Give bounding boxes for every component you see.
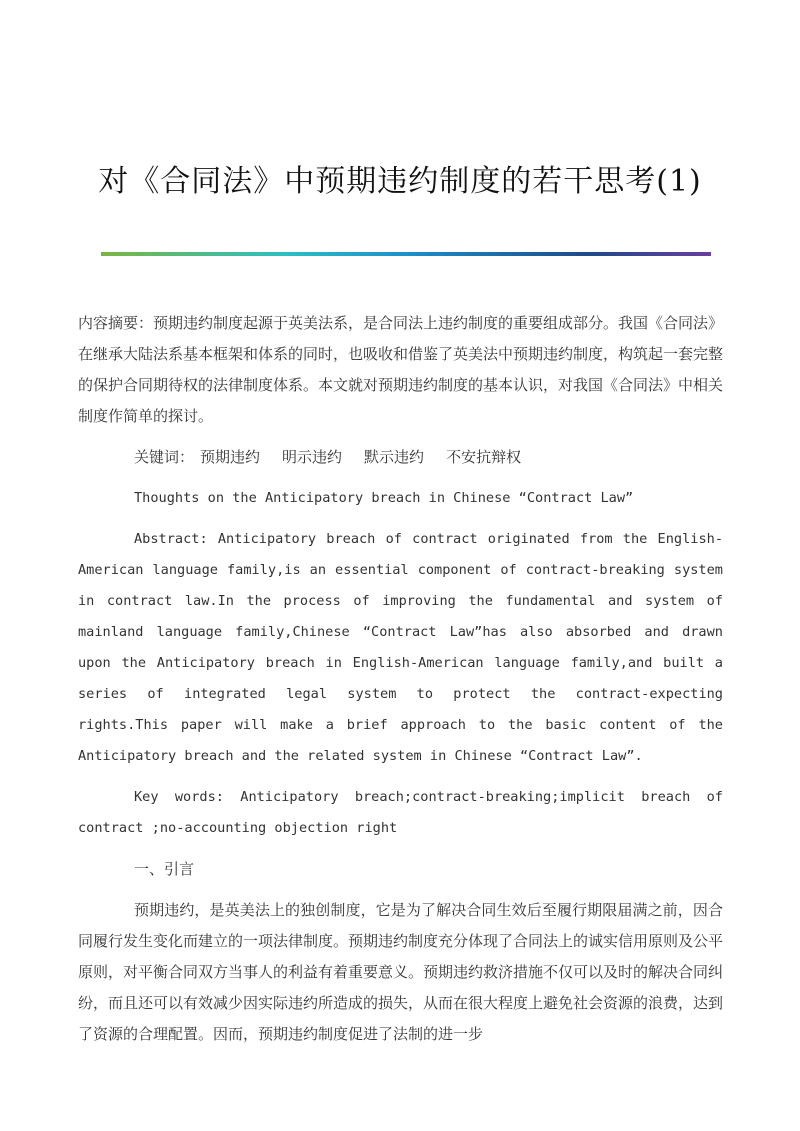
- keywords-cn-label: 关键词：: [134, 448, 195, 466]
- abstract-cn: 内容摘要：预期违约制度起源于英美法系，是合同法上违约制度的重要组成部分。我国《合同法》在继承大陆法系基本框架和体系的同时，也吸收和借鉴了英美法中预期违约制度，构筑起一套完整的保护合同期待权的法律制度体系。本文就对预期违约制度的基本认识，对我国《合同法》中相关制度作简单的探讨。: [78, 314, 724, 425]
- keyword: 不安抗辩权: [446, 448, 522, 466]
- title-divider: [101, 252, 711, 256]
- keywords-cn: [78, 442, 723, 473]
- section-heading: 一、引言: [134, 860, 195, 878]
- keyword: 预期违约: [200, 448, 261, 466]
- title-en: Thoughts on the Anticipatory breach in Chinese “Contract Law”: [134, 490, 634, 506]
- document-body: [78, 308, 723, 1050]
- abstract-en: Abstract: Anticipatory breach of contract originated from the English-American language family,is an essential component of contract-breaking system in contract law.In the process of improving the fundamental and system of mainland language family,Chinese “Contract Law”has also absorbed and drawn upon the Anticipatory breach in English-American language family,and built a series of integrated legal system to protect the contract-expecting rights.This paper will make a brief approach to the basic content of the Anticipatory breach and the related system in Chinese “Contract Law”.: [78, 531, 723, 764]
- section-paragraph: 预期违约，是英美法上的独创制度，它是为了解决合同生效后至履行期限届满之前，因合同履行发生变化而建立的一项法律制度。预期违约制度充分体现了合同法上的诚实信用原则及公平原则，对平衡合同双方当事人的利益有着重要意义。预期违约救济措施不仅可以及时的解决合同纠纷，而且还可以有效减少因实际违约所造成的损失，从而在很大程度上避免社会资源的浪费，达到了资源的合理配置。因而，预期违约制度促进了法制的进一步: [78, 901, 724, 1043]
- keyword: 默示违约: [364, 448, 425, 466]
- keyword: 明示违约: [282, 448, 343, 466]
- document-title: 对《合同法》中预期违约制度的若干思考(1): [98, 164, 702, 199]
- keywords-en: Key words: Anticipatory breach;contract-breaking;implicit breach of contract ;no-accounting objection right: [78, 789, 723, 836]
